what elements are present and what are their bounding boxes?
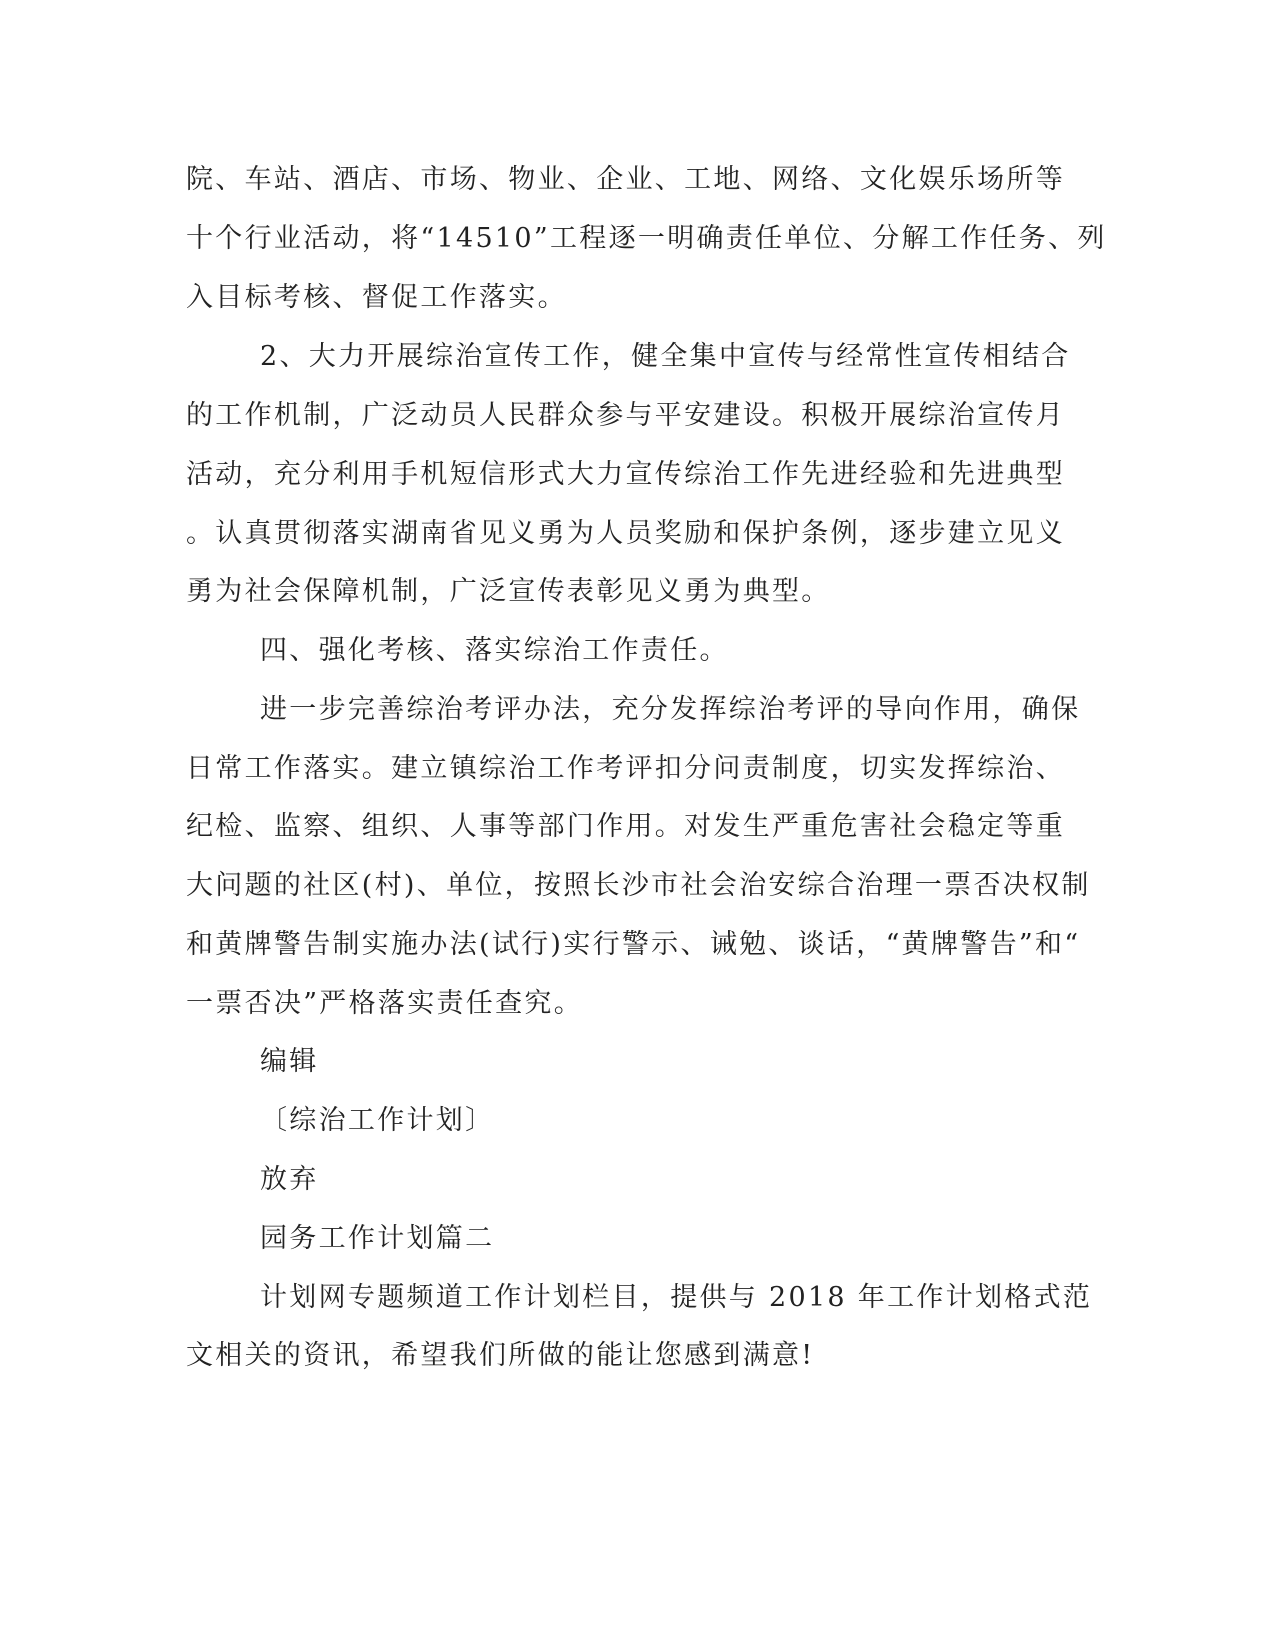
body-text-line: 大问题的社区(村)、单位，按照长沙市社会治安综合治理一票否决权制 — [186, 870, 1091, 901]
paragraph-first-line: 计划网专题频道工作计划栏目，提供与 2018 年工作计划格式范 — [260, 1282, 1093, 1313]
body-text-line: 。认真贯彻落实湖南省见义勇为人员奖励和保护条例，逐步建立见义 — [186, 518, 1065, 549]
edit-label: 编辑 — [260, 1046, 319, 1077]
body-text-line: 院、车站、酒店、市场、物业、企业、工地、网络、文化娱乐场所等 — [186, 164, 1065, 195]
discard-label: 放弃 — [260, 1164, 319, 1195]
body-text-line: 勇为社会保障机制，广泛宣传表彰见义勇为典型。 — [186, 576, 831, 607]
plan-title: 〔综治工作计划〕 — [260, 1105, 495, 1136]
section-heading: 四、强化考核、落实综治工作责任。 — [260, 635, 729, 666]
section-title: 园务工作计划篇二 — [260, 1223, 495, 1254]
body-text-line: 纪检、监察、组织、人事等部门作用。对发生严重危害社会稳定等重 — [186, 811, 1065, 842]
body-text-line: 日常工作落实。建立镇综治工作考评扣分问责制度，切实发挥综治、 — [186, 753, 1065, 784]
paragraph-first-line: 进一步完善综治考评办法，充分发挥综治考评的导向作用，确保 — [260, 694, 1081, 725]
body-text-line: 文相关的资讯，希望我们所做的能让您感到满意! — [186, 1340, 815, 1371]
body-text-line: 入目标考核、督促工作落实。 — [186, 282, 567, 313]
body-text-line: 十个行业活动，将“14510”工程逐一明确责任单位、分解工作任务、列 — [186, 223, 1107, 254]
body-text-line: 活动，充分利用手机短信形式大力宣传综治工作先进经验和先进典型 — [186, 459, 1065, 490]
body-text-line: 的工作机制，广泛动员人民群众参与平安建设。积极开展综治宣传月 — [186, 400, 1065, 431]
body-text-line: 一票否决”严格落实责任查究。 — [186, 988, 584, 1019]
paragraph-first-line: 2、大力开展综治宣传工作，健全集中宣传与经常性宣传相结合 — [260, 341, 1071, 372]
body-text-line: 和黄牌警告制实施办法(试行)实行警示、诫勉、谈话，“黄牌警告”和“ — [186, 929, 1081, 960]
